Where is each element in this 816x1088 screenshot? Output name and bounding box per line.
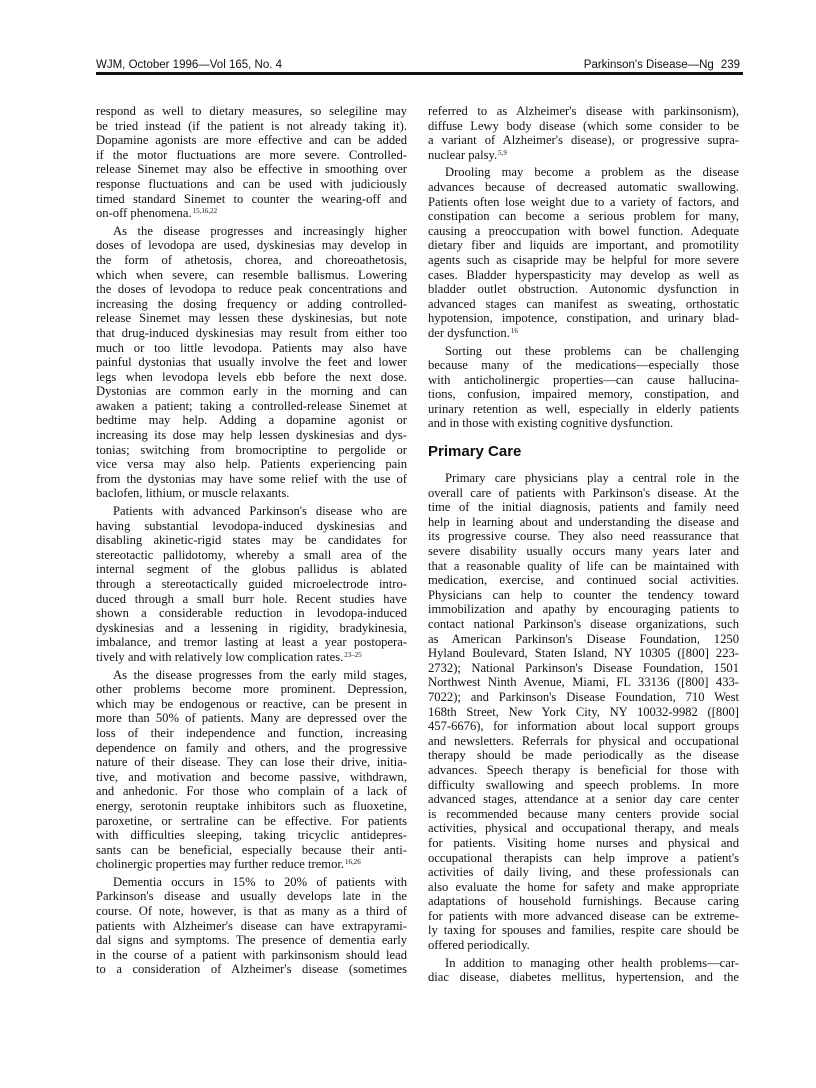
text-line (96, 933, 407, 948)
line-text: nuclear palsy. (428, 147, 498, 162)
text-line (428, 851, 739, 866)
line-text: having substantial levodopa-induced dyskinesias and (96, 518, 407, 533)
line-text: internal segment of the globus pallidus is ablated (96, 562, 407, 577)
line-text: Dementia occurs in 15% to 20% of patients with (113, 874, 407, 889)
line-text: dal signs and symptoms. The presence of dementia early (96, 933, 407, 948)
line-text: legs when levodopa levels ebb before the next dose. (96, 369, 407, 384)
line-text: and anhedonic. For those who complain of a lack of (96, 784, 407, 799)
text-line (428, 675, 739, 690)
line-text: offered periodically. (428, 938, 530, 953)
text-line (428, 253, 739, 268)
text-line (428, 282, 739, 297)
text-line (428, 515, 739, 530)
line-text: activities, physical and occupational therapy, and meals (428, 821, 739, 836)
text-line (96, 592, 407, 607)
text-line (96, 814, 407, 829)
paragraph (96, 668, 407, 872)
text-line (96, 784, 407, 799)
text-line (428, 486, 739, 501)
text-line (96, 326, 407, 341)
line-text: shown a considerable reduction in levodopa-induced (96, 606, 407, 621)
line-text: tions, confusion, impaired memory, constipation, and (428, 387, 739, 402)
text-line (428, 602, 739, 617)
line-text: for patients with more advanced disease can be extreme- (428, 908, 739, 923)
text-line (96, 919, 407, 934)
text-line (428, 661, 739, 676)
line-text: increasing its dose may help lessen dyskinesias and dys- (96, 428, 407, 443)
line-text: the form of athetosis, chorea, and choreoathetosis, (96, 252, 407, 267)
text-line (428, 180, 739, 195)
line-text: painful dystonias that usually involve the feet and lower (96, 355, 407, 370)
paragraph (96, 504, 407, 665)
text-line (96, 206, 407, 221)
text-line (428, 471, 739, 486)
line-text: respond as well to dietary measures, so selegiline may (96, 104, 407, 118)
citation-reference: 23–25 (344, 650, 362, 659)
text-line (96, 682, 407, 697)
text-line (96, 119, 407, 134)
text-line (96, 948, 407, 963)
line-text: with anticholinergic properties—can cause hallucina- (428, 372, 739, 387)
line-text: a variant of Alzheimer's disease), or progressive supra- (428, 133, 739, 148)
line-text: is recommended because many centers provide social (428, 806, 739, 821)
line-text: stereotactic pallidotomy, whereby a small area of the (96, 547, 407, 562)
text-line (428, 807, 739, 822)
line-text: Northwest Ninth Avenue, Miami, FL 33136 ([800] 433- (428, 675, 739, 690)
text-line (96, 843, 407, 858)
line-text: advances. Speech therapy is beneficial for those with (428, 762, 739, 777)
line-text: adaptations of household furnishings. Because caring (428, 894, 739, 909)
line-text: overall care of patients with Parkinson's disease. At the (428, 485, 739, 500)
line-text: its progressive course. They also need reassurance that (428, 529, 739, 544)
line-text: the doses of levodopa to reduce peak concentrations and (96, 282, 407, 297)
text-line (96, 297, 407, 312)
line-text: loss of their independence and function, increasing (96, 725, 407, 740)
text-line (96, 384, 407, 399)
line-text: therapy should be made periodically as the disease (428, 748, 739, 763)
line-text: more than 50% of patients. Many are depressed over the (96, 711, 407, 726)
text-line (96, 428, 407, 443)
text-line (96, 770, 407, 785)
text-line (428, 734, 739, 749)
text-line (96, 457, 407, 472)
text-line (96, 857, 407, 872)
line-text: constipation can become a serious problem for many, (428, 209, 739, 224)
text-line (428, 148, 739, 163)
line-text: help in learning about and understanding the disease and (428, 514, 739, 529)
line-text: severe disability usually occurs many years later and (428, 544, 739, 559)
line-text: that drug-induced dyskinesias may result from either too (96, 325, 407, 340)
text-line (96, 370, 407, 385)
line-text: through a stereotactically guided microelectrode intro- (96, 577, 407, 591)
text-line (96, 253, 407, 268)
text-line (428, 358, 739, 373)
text-line (428, 923, 739, 938)
text-line (428, 588, 739, 603)
running-header (96, 57, 742, 73)
line-text: Parkinson's disease and usually develops late in the (96, 889, 407, 904)
citation-reference: 15,16,22 (192, 207, 218, 216)
text-line (96, 726, 407, 741)
line-text: dyskinesias and a lessening in rigidity, bradykinesia, (96, 620, 407, 635)
line-text: In addition to managing other health problems—car- (445, 955, 739, 970)
line-text: because many of the medications—especially those (428, 358, 739, 373)
line-text: energy, serotonin reuptake inhibitors such as fluoxetine, (96, 798, 407, 813)
line-text: paroxetine, or sertraline can be effective. For patients (96, 813, 407, 828)
text-line (96, 268, 407, 283)
text-line (428, 402, 739, 417)
text-line (96, 828, 407, 843)
text-line (96, 650, 407, 665)
text-line (96, 697, 407, 712)
text-line (96, 355, 407, 370)
text-line (428, 880, 739, 895)
text-line (428, 865, 739, 880)
line-text: contact national Parkinson's disease organizations, such (428, 617, 739, 631)
text-line (96, 889, 407, 904)
line-text: disabling akinetic-rigid states may be candidates for (96, 533, 407, 548)
text-line (428, 133, 739, 148)
text-line (96, 162, 407, 177)
text-line (428, 559, 739, 574)
text-line (96, 548, 407, 563)
paragraph (428, 344, 739, 432)
text-line (428, 224, 739, 239)
line-text: and in those with existing cognitive dysfunction. (428, 416, 674, 431)
text-line (96, 399, 407, 414)
text-line (428, 617, 739, 632)
text-line (96, 711, 407, 726)
text-line (96, 341, 407, 356)
text-line (96, 962, 407, 977)
text-line (428, 690, 739, 705)
line-text: which when severe, can resemble ballismus. Lowering (96, 267, 407, 282)
left-column (96, 104, 407, 977)
text-line (428, 821, 739, 836)
line-text: tively and with relatively low complication rates. (96, 649, 344, 664)
line-text: and newsletters. Referrals for physical and occupational (428, 733, 739, 748)
line-text: other problems become more prominent. Depression, (96, 682, 407, 697)
line-text: which may be endogenous or reactive, can be present in (96, 696, 407, 711)
text-line (428, 763, 739, 778)
paragraph (428, 956, 739, 985)
line-text: diac disease, diabetes mellitus, hypertension, and the (428, 970, 739, 985)
line-text: also evaluate the home for safety and make appropriate (428, 879, 739, 894)
line-text: cases. Bladder hyperspasticity may develop as well as (428, 267, 739, 282)
line-text: As the disease progresses from the early mild stages, (113, 667, 407, 682)
text-line (96, 192, 407, 207)
line-text: advances because of decreased automatic swallowing. (428, 179, 739, 194)
line-text: Patients with advanced Parkinson's disease who are (113, 504, 407, 519)
text-line (428, 529, 739, 544)
line-text: agents such as cisapride may be helpful for more severe (428, 252, 739, 267)
text-line (428, 573, 739, 588)
text-line (96, 755, 407, 770)
line-text: diffuse Lewy body disease (which some consider to be (428, 118, 739, 133)
text-line (428, 165, 739, 180)
paragraph (96, 104, 407, 221)
line-text: 168th Street, New York City, NY 10032-9982 ([800] (428, 704, 739, 719)
section-heading: Primary Care (428, 443, 522, 461)
text-line (428, 195, 739, 210)
line-text: 457-6676), for information about local support groups (428, 719, 739, 734)
text-line (428, 326, 739, 341)
line-text: Dopamine agonists are more effective and can be added (96, 133, 407, 148)
text-line (428, 970, 739, 985)
text-line (96, 668, 407, 683)
text-line (96, 875, 407, 890)
line-text: to a consideration of Alzheimer's disease (sometimes (96, 962, 407, 977)
line-text: tonias; switching from bromocriptine to pergolide or (96, 442, 407, 457)
line-text: Sorting out these problems can be challenging (445, 343, 739, 358)
line-text: timed standard Sinemet to counter the wearing-off and (96, 191, 407, 206)
text-line (428, 268, 739, 283)
line-text: imbalance, and tremor lasting at least a year postopera- (96, 635, 407, 650)
text-line (96, 606, 407, 621)
line-text: be tried instead (if the patient is not already taking it). (96, 118, 407, 133)
line-text: As the disease progresses and increasingly higher (113, 223, 407, 238)
line-text: release Sinemet may lessen these dyskinesias, but note (96, 311, 407, 326)
line-text: activities of daily living, and these professionals can (428, 865, 739, 880)
line-text: referred to as Alzheimer's disease with parkinsonism), (428, 104, 739, 118)
paragraph (96, 875, 407, 977)
text-line (428, 344, 739, 359)
text-line (96, 443, 407, 458)
text-line (96, 133, 407, 148)
text-line (96, 621, 407, 636)
text-line (96, 577, 407, 592)
text-line (428, 373, 739, 388)
text-line (428, 705, 739, 720)
text-line (428, 646, 739, 661)
line-text: cholinergic properties may further reduce tremor. (96, 857, 345, 872)
line-text: bladder outlet obstruction. Autonomic dysfunction in (428, 282, 739, 297)
text-line (96, 741, 407, 756)
line-text: advanced stages can manifest as sweating, orthostatic (428, 296, 739, 311)
text-line (96, 519, 407, 534)
text-line (96, 486, 407, 501)
citation-reference: 16,26 (345, 858, 361, 867)
text-line (96, 224, 407, 239)
line-text: 7022); and Parkinson's Disease Foundation, 710 West (428, 689, 739, 704)
line-text: dependence on family and others, and the progressive (96, 740, 407, 755)
text-line (428, 778, 739, 793)
text-line (428, 119, 739, 134)
line-text: ly taxing for spouses and families, respite care should be (428, 923, 739, 938)
line-text: increasing the dosing frequency or adding controlled- (96, 296, 407, 311)
line-text: much or too little levodopa. Patients may also have (96, 340, 407, 355)
paragraph (428, 471, 739, 953)
text-line (96, 104, 407, 119)
line-text: Physicians can help to counter the tendency toward (428, 587, 739, 602)
line-text: Drooling may become a problem as the disease (445, 165, 739, 180)
text-line (428, 632, 739, 647)
line-text: difficulty swallowing and speech problems. In more (428, 777, 739, 792)
text-line (96, 413, 407, 428)
line-text: release Sinemet may also be effective in smoothing over (96, 162, 407, 177)
line-text: doses of levodopa are used, dyskinesias may develop in (96, 238, 407, 253)
text-line (96, 904, 407, 919)
line-text: dietary fiber and liquids are important, and promotility (428, 238, 739, 253)
text-line (96, 311, 407, 326)
line-text: immobilization and apathy by encouraging patients to (428, 602, 739, 617)
line-text: with difficulties sleeping, taking tricyclic antidepres- (96, 828, 407, 843)
text-line (428, 748, 739, 763)
line-text: for patients. Visiting home nurses and physical and (428, 835, 739, 850)
text-line (96, 562, 407, 577)
citation-reference: 5,9 (498, 148, 507, 157)
text-line (96, 533, 407, 548)
text-line (428, 909, 739, 924)
line-text: Hyland Boulevard, Staten Island, NY 10305 ([800] 223- (428, 646, 739, 661)
text-line (428, 544, 739, 559)
text-line (428, 500, 739, 515)
line-text: from the dystonias may have some relief with the use of (96, 471, 407, 486)
line-text: response fluctuations and can be used with judiciously (96, 176, 407, 191)
line-text: nature of their disease. They can lose their drive, initia- (96, 755, 407, 770)
text-line (96, 635, 407, 650)
text-line (428, 209, 739, 224)
line-text: 2732); National Parkinson's Disease Foundation, 1501 (428, 660, 739, 675)
line-text: on-off phenomena. (96, 206, 192, 221)
line-text: occupational therapists can help improve a patient's (428, 850, 739, 865)
line-text: Primary care physicians play a central role in the (445, 471, 739, 486)
page-number: 239 (720, 59, 740, 71)
text-line (428, 104, 739, 119)
line-text: course. Of note, however, is that as many as a third of (96, 904, 407, 919)
line-text: der dysfunction. (428, 325, 510, 340)
text-line (428, 416, 739, 431)
text-line (96, 148, 407, 163)
line-text: medication, exercise, and continued social activities. (428, 573, 739, 588)
text-line (428, 387, 739, 402)
line-text: that a reasonable quality of life can be maintained with (428, 558, 739, 573)
text-line (428, 956, 739, 971)
text-line (96, 238, 407, 253)
text-line (428, 894, 739, 909)
text-line (96, 504, 407, 519)
text-line (428, 297, 739, 312)
line-text: sants can be beneficial, especially because their anti- (96, 842, 407, 857)
line-text: as American Parkinson's Disease Foundation, 1250 (428, 631, 739, 646)
running-title: Parkinson's Disease—Ng (583, 59, 714, 71)
text-line (96, 799, 407, 814)
line-text: time of the initial diagnosis, patients and family need (428, 500, 739, 515)
paragraph (428, 165, 739, 340)
line-text: vice versa may also help. Patients experiencing pain (96, 457, 407, 472)
line-text: baclofen, lithium, or muscle relaxants. (96, 486, 290, 501)
line-text: Patients often lose weight due to a variety of factors, and (428, 194, 739, 209)
line-text: awaken a patient; taking a controlled-release Sinemet at (96, 398, 407, 413)
paragraph (96, 224, 407, 501)
line-text: urinary retention as well, especially in elderly patients (428, 401, 739, 416)
text-line (428, 836, 739, 851)
line-text: Dystonias are common early in the morning and can (96, 384, 407, 399)
header-rule (96, 72, 743, 75)
text-line (96, 472, 407, 487)
text-line (428, 311, 739, 326)
text-line (428, 238, 739, 253)
journal-citation: WJM, October 1996—Vol 165, No. 4 (96, 59, 283, 71)
right-column (428, 104, 739, 985)
text-line (428, 792, 739, 807)
line-text: advanced stages, attendance at a senior day care center (428, 792, 739, 807)
text-line (96, 282, 407, 297)
text-line (428, 938, 739, 953)
line-text: bedtime may help. Adding a dopamine agonist or (96, 413, 407, 428)
line-text: patients with Alzheimer's disease can have extrapyrami- (96, 918, 407, 933)
line-text: hypotension, impotence, constipation, and urinary blad- (428, 311, 739, 326)
line-text: tive, and motivation and become passive, withdrawn, (96, 769, 407, 784)
paragraph (428, 104, 739, 162)
text-line (428, 719, 739, 734)
line-text: causing a preoccupation with bowel function. Adequate (428, 223, 739, 238)
citation-reference: 16 (510, 326, 518, 335)
running-title-group (584, 57, 740, 73)
line-text: if the motor fluctuations are more severe. Controlled- (96, 147, 407, 162)
line-text: duced through a small burr hole. Recent studies have (96, 591, 407, 606)
text-line (96, 177, 407, 192)
line-text: in the course of a patient with parkinsonism should lead (96, 947, 407, 962)
